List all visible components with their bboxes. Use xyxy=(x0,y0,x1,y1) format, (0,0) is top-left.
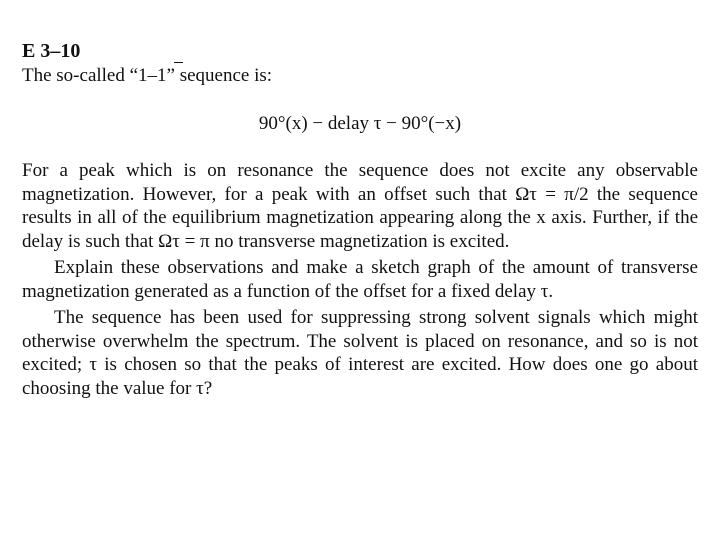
overbar-mark xyxy=(174,62,183,63)
intro-text xyxy=(22,65,698,87)
pulse-sequence-equation: 90°(x) − delay τ − 90°(−x) xyxy=(258,113,462,134)
exercise-title: E 3–10 xyxy=(22,40,81,62)
paragraph-3: The sequence has been used for suppressing strong solvent signals which might otherwise overwhelm the spectrum. The solvent is placed on resonance, and so is not excited; τ is chosen so that the peaks of interest are excited. How does one go about choosing the value for τ? xyxy=(22,307,698,399)
paragraph-1: For a peak which is on resonance the sequence does not excite any observable magnetization. However, for a peak with an offset such that Ωτ = π/2 the sequence results in all of the equilibrium magnetization appearing along the x axis. Further, if the delay is such that Ωτ = π no transverse magnetization is excited. xyxy=(22,160,698,252)
paragraph-2: Explain these observations and make a sketch graph of the amount of transverse magnetization generated as a function of the offset for a fixed delay τ. xyxy=(22,257,698,302)
exercise-page xyxy=(22,40,698,400)
intro-label: The so-called “1–1” sequence is: xyxy=(22,65,273,86)
